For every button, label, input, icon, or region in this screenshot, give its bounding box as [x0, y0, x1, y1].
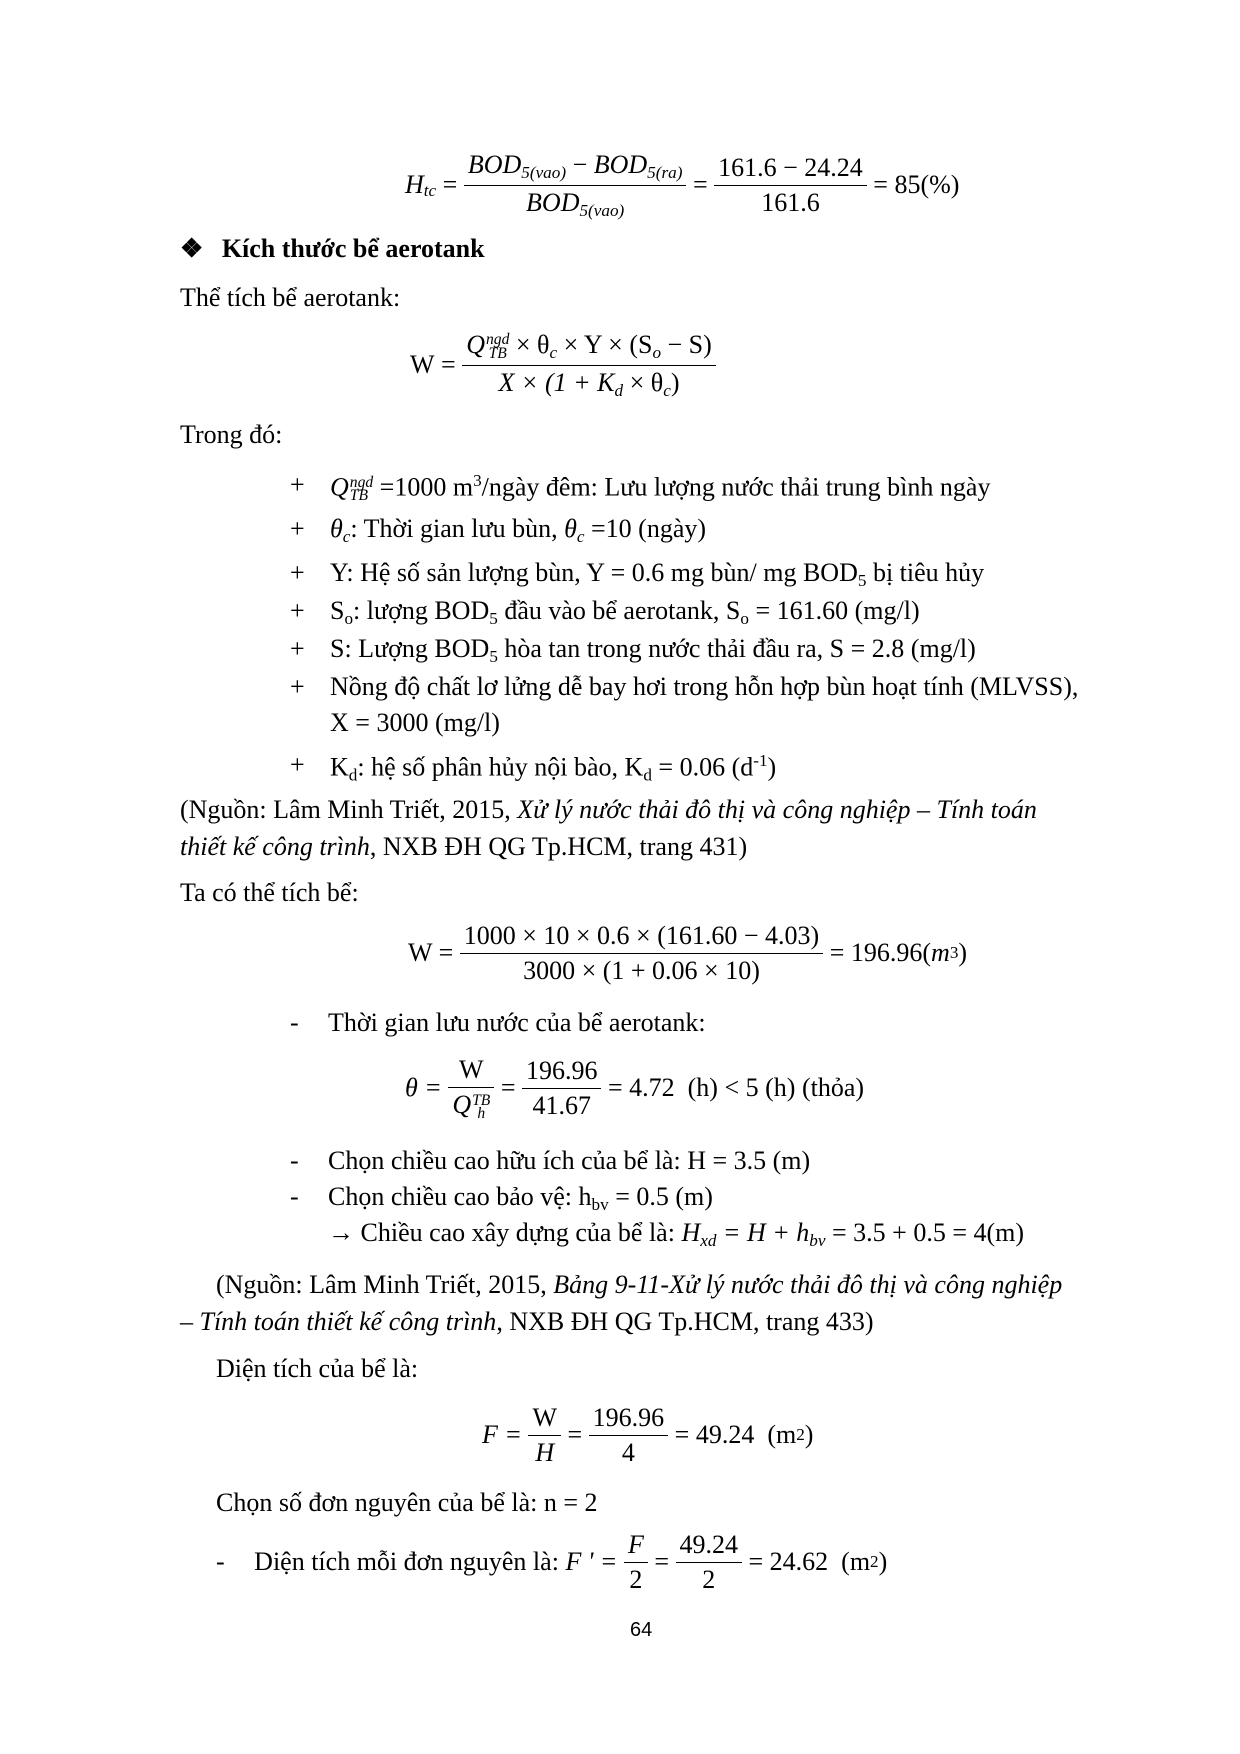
list-item: + $\theta_c$: Thời gian lưu bùn, $\theta_c =10$ (ngày)	[290, 514, 707, 547]
efficiency-equation: H tc = $\frac{BOD_{5(vao)} - BOD_{5(ra)}}{BOD_{5(vao)}}$ = $\frac{161.6 - 24.24}{161.6}$ = 85(%)	[405, 149, 960, 220]
unit-area-equation: - Diện tích mỗi đơn nguyên là: F ' = $\frac{F}{2}$ = $\frac{49.24}{2}$ = 24.62 (m 2 )	[216, 1529, 888, 1594]
dash-item: - Thời gian lưu nước của bể aerotank:	[290, 1008, 706, 1037]
volume-intro: Thể tích bể aerotank:	[180, 283, 401, 312]
dash-item: - Chọn chiều cao bảo vệ: $h_{bv} = 0.5$ (m)	[290, 1182, 713, 1215]
source-citation-1: (Nguồn: Lâm Minh Triết, 2015, Xử lý nước thải đô thị và công nghiệp – Tính toán	[180, 795, 1037, 824]
section-heading: ❖ Kích thước bể aerotank	[180, 234, 485, 263]
list-item: + Y: Hệ số sản lượng bùn, Y = 0.6 mg bùn/ mg $BOD_5$ bị tiêu hủy	[290, 558, 985, 591]
list-item: + S: Lượng $BOD_5$ hòa tan trong nước thải đầu ra, S = 2.8 (mg/l)	[290, 634, 976, 667]
hrt-equation: θ = W Q TB h = $\frac{196.96}{41.67}$ = 4.72 (h) < 5 (h) (thỏa)	[405, 1055, 865, 1123]
diamond-bullet-icon: ❖	[180, 234, 204, 263]
list-item: + Nồng độ chất lơ lửng dễ bay hơi trong hỗn hợp bùn hoạt tính (MLVSS),	[290, 672, 1079, 701]
page-number: 64	[630, 1619, 653, 1641]
list-item: + Q ngd TB =1000 $m^3$/ngày đêm: Lưu lượng nước thải trung bình ngày	[290, 470, 991, 505]
have-volume-label: Ta có thể tích bể:	[180, 878, 359, 907]
dash-item: - Chọn chiều cao hữu ích của bể là: H = 3.5 (m)	[290, 1146, 811, 1175]
volume-formula: W = Q ngd TB × $\theta_c \times Y \times (S_o - S)$ $X \times (1 + K_d \times \theta_c)$	[410, 330, 716, 400]
efficiency-fraction-symbolic: $\frac{BOD_{5(vao)} - BOD_{5(ra)}}{BOD_{5(vao)}}$	[464, 150, 687, 221]
arrow-right-icon: →	[328, 1218, 354, 1247]
units-choice: Chọn số đơn nguyên của bể là: n = 2	[216, 1488, 598, 1517]
build-height: → Chiều cao xây dựng của bể là: $H_{xd} = H + h_{bv} = 3.5 + 0.5 = 4(m)$	[328, 1218, 1025, 1251]
volume-calculation: W = $\frac{1000 \times 10 \times 0.6 \times (161.60 - 4.03)}{3000 \times (1 + 0.06 \times 10)}$ = 196.96( m 3 )	[408, 920, 968, 985]
efficiency-result: = 85(%)	[873, 170, 960, 199]
area-label: Diện tích của bể là:	[216, 1354, 419, 1383]
list-item: + $K_d$: hệ số phân hủy nội bào, $K_d = 0.06$ $(d^{-1})$	[290, 750, 777, 785]
area-equation: F = $\frac{W}{H}$ = $\frac{196.96}{4}$ = 49.24 (m 2 )	[482, 1402, 814, 1467]
efficiency-fraction-numeric: $\frac{161.6 - 24.24}{161.6}$	[714, 153, 867, 218]
list-item: + $S_o$: lượng $BOD_5$ đầu vào bể aerotank, $S_o = 161.60$ (mg/l)	[290, 596, 920, 629]
source-citation-2: (Nguồn: Lâm Minh Triết, 2015, Bảng 9-11-Xử lý nước thải đô thị và công nghiệp	[216, 1270, 1063, 1299]
where-label: Trong đó:	[180, 420, 283, 449]
